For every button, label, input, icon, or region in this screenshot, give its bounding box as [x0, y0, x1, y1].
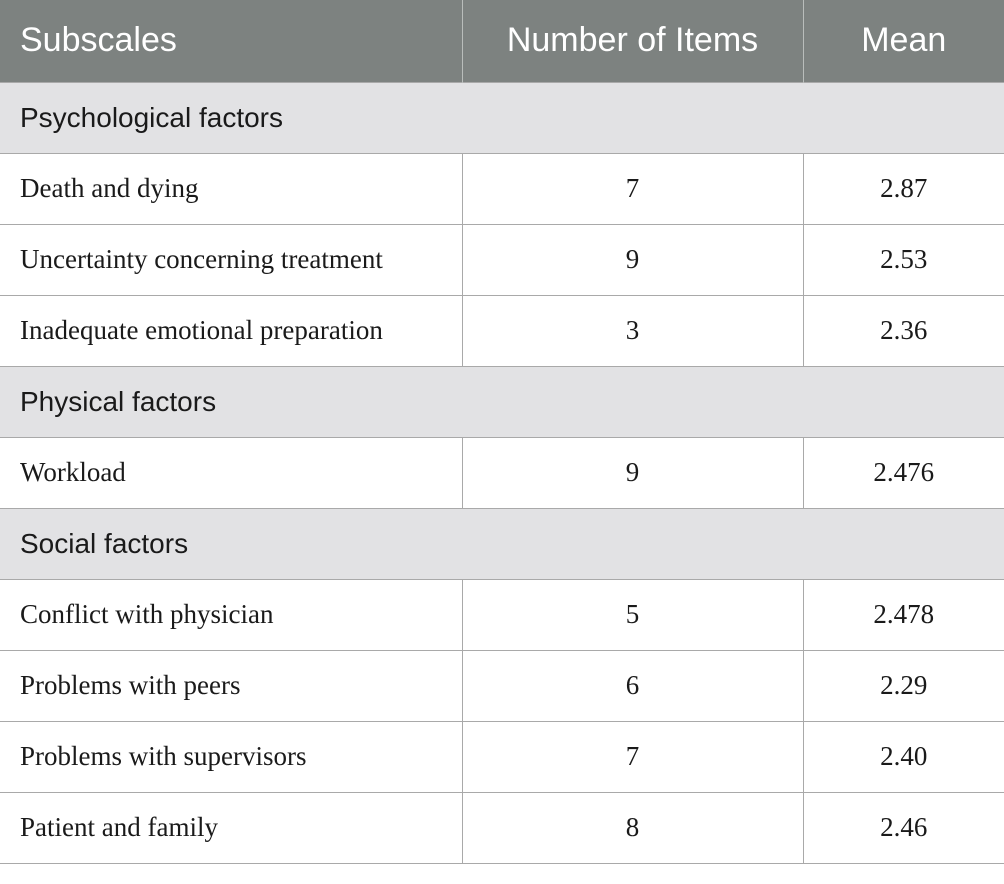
mean-cell: 2.478: [803, 579, 1004, 650]
section-row-psychological: [0, 82, 1004, 153]
subscale-cell: Patient and family: [0, 792, 462, 863]
subscale-cell: Inadequate emotional preparation: [0, 295, 462, 366]
mean-cell: 2.40: [803, 721, 1004, 792]
items-cell: 9: [462, 224, 803, 295]
subscale-cell: Uncertainty concerning treatment: [0, 224, 462, 295]
mean-cell: 2.36: [803, 295, 1004, 366]
subscale-cell: Workload: [0, 437, 462, 508]
items-cell: 5: [462, 579, 803, 650]
header-row: [0, 0, 1004, 82]
table-header: [0, 0, 1004, 82]
table-row: [0, 437, 1004, 508]
items-cell: 7: [462, 153, 803, 224]
table-row: [0, 721, 1004, 792]
items-cell: 7: [462, 721, 803, 792]
items-cell: 3: [462, 295, 803, 366]
mean-cell: 2.53: [803, 224, 1004, 295]
items-cell: 8: [462, 792, 803, 863]
table-row: [0, 650, 1004, 721]
header-subscales: Subscales: [0, 0, 462, 82]
mean-cell: 2.476: [803, 437, 1004, 508]
items-cell: 9: [462, 437, 803, 508]
table-row: [0, 295, 1004, 366]
mean-cell: 2.29: [803, 650, 1004, 721]
table-row: [0, 579, 1004, 650]
section-title: Social factors: [0, 508, 1004, 579]
mean-cell: 2.46: [803, 792, 1004, 863]
table-row: [0, 224, 1004, 295]
section-row-physical: [0, 366, 1004, 437]
header-mean: Mean: [803, 0, 1004, 82]
items-cell: 6: [462, 650, 803, 721]
subscale-cell: Conflict with physician: [0, 579, 462, 650]
subscale-cell: Death and dying: [0, 153, 462, 224]
mean-cell: 2.87: [803, 153, 1004, 224]
table-row: [0, 153, 1004, 224]
table-body: [0, 82, 1004, 863]
table-row: [0, 792, 1004, 863]
subscale-cell: Problems with supervisors: [0, 721, 462, 792]
subscale-cell: Problems with peers: [0, 650, 462, 721]
section-title: Physical factors: [0, 366, 1004, 437]
section-row-social: [0, 508, 1004, 579]
header-number-of-items: Number of Items: [462, 0, 803, 82]
section-title: Psychological factors: [0, 82, 1004, 153]
